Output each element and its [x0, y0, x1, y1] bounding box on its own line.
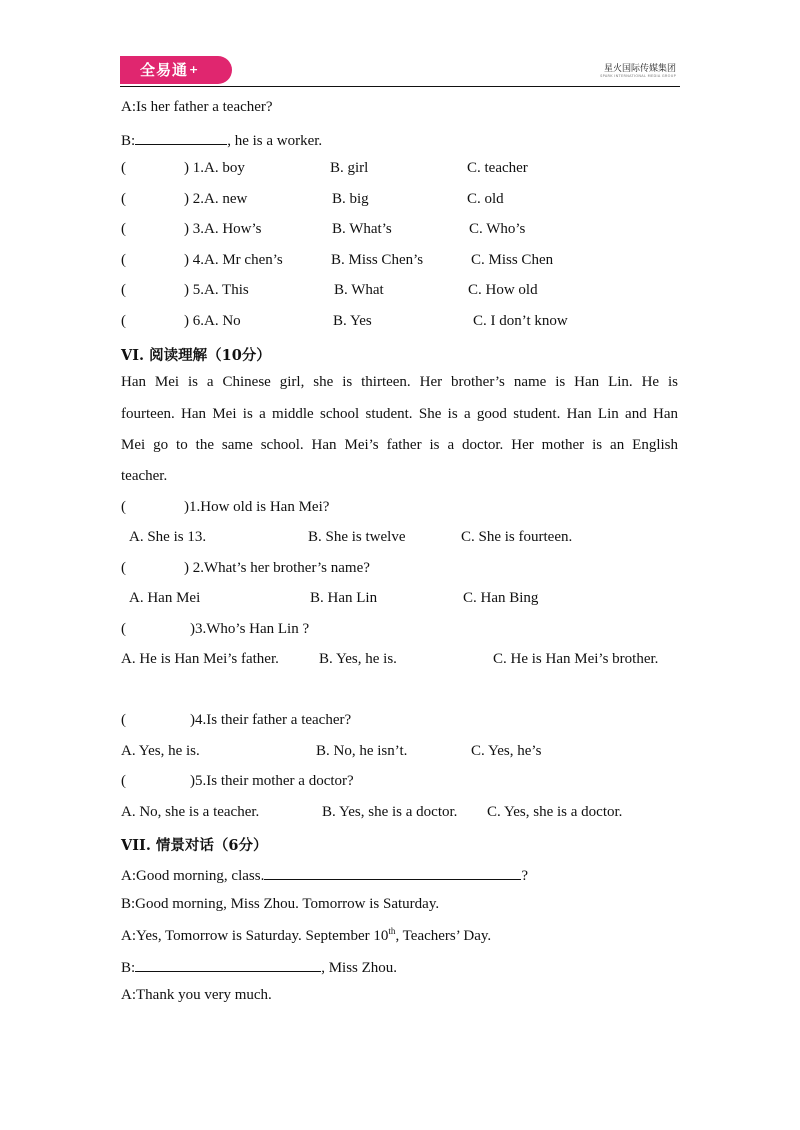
dialogue-line-5: A:Thank you very much. [121, 987, 272, 1003]
question-text: )5.Is their mother a doctor? [190, 773, 354, 789]
option-b: B. She is twelve [308, 529, 406, 545]
answer-paren[interactable]: ( [121, 160, 126, 176]
answer-paren[interactable]: ( [121, 712, 126, 728]
answer-blank[interactable] [135, 957, 321, 972]
choice-b: B. What’s [332, 221, 392, 237]
answer-paren[interactable]: ( [121, 499, 126, 515]
answer-paren[interactable]: ( [121, 773, 126, 789]
logo-text: 全易通 [140, 61, 189, 79]
choice-b: B. Miss Chen’s [331, 252, 424, 268]
answer-blank[interactable] [264, 865, 521, 880]
page-header [120, 56, 680, 86]
choice-a: ) 1.A. boy [184, 160, 245, 176]
option-b: B. Yes, he is. [319, 651, 397, 667]
answer-paren[interactable]: ( [121, 252, 126, 268]
option-c: C. He is Han Mei’s brother. [493, 651, 659, 667]
dialogue-3-prefix: A:Yes, Tomorrow is Saturday. September 10 [121, 928, 389, 944]
choice-c: C. Who’s [469, 221, 526, 237]
option-b: B. Han Lin [310, 590, 378, 606]
option-c: C. Yes, she is a doctor. [487, 804, 623, 820]
publisher-cn: 星火国际传媒集团 [603, 64, 676, 74]
publisher [600, 61, 676, 78]
answer-paren[interactable]: ( [121, 621, 126, 637]
publisher-en: SPARK INTERNATIONAL MEDIA GROUP [600, 74, 676, 78]
option-a: A. He is Han Mei’s father. [121, 651, 279, 667]
choice-b: B. What [334, 282, 384, 298]
dialogue-line-1 [121, 865, 528, 885]
choice-a: ) 4.A. Mr chen’s [184, 252, 283, 268]
header-rule [120, 86, 680, 87]
choice-a: ) 3.A. How’s [184, 221, 262, 237]
dialogue-1-prefix: A:Good morning, class. [121, 868, 265, 884]
option-a: A. Han Mei [129, 590, 201, 606]
question-text: )4.Is their father a teacher? [190, 712, 352, 728]
choice-c: C. How old [468, 282, 538, 298]
passage-line: Han Mei is a Chinese girl, she is thirteen. Her brother’s name is Han Lin. He is [121, 374, 678, 390]
logo-plus: + [189, 63, 200, 76]
dialog1-line-a: A:Is her father a teacher? [121, 99, 273, 115]
dialogue-4-suffix: , Miss Zhou. [321, 960, 398, 976]
dialogue-3-sup: th [388, 926, 396, 936]
choice-c: C. teacher [467, 160, 528, 176]
answer-paren[interactable]: ( [121, 560, 126, 576]
option-a: A. She is 13. [129, 529, 207, 545]
choice-c: C. I don’t know [473, 313, 568, 329]
option-a: A. No, she is a teacher. [121, 804, 260, 820]
choice-c: C. Miss Chen [471, 252, 554, 268]
dialogue-3-suffix: , Teachers’ Day. [395, 928, 492, 944]
dialogue-line-2: B:Good morning, Miss Zhou. Tomorrow is Saturday. [121, 896, 440, 912]
dialog1-b-prefix: B: [121, 133, 136, 149]
dialogue-line-4 [121, 957, 397, 977]
question-text: )1.How old is Han Mei? [184, 499, 330, 515]
section-title-dialogue: VII. 情景对话（6分） [121, 837, 268, 854]
option-c: C. Han Bing [463, 590, 539, 606]
option-b: B. No, he isn’t. [316, 743, 408, 759]
choice-a: ) 6.A. No [184, 313, 241, 329]
choice-a: ) 5.A. This [184, 282, 249, 298]
answer-paren[interactable]: ( [121, 221, 126, 237]
choice-b: B. girl [330, 160, 369, 176]
choice-b: B. big [332, 191, 369, 207]
option-b: B. Yes, she is a doctor. [322, 804, 458, 820]
answer-paren[interactable]: ( [121, 313, 126, 329]
section-title-reading: VI. 阅读理解（10分） [121, 347, 271, 364]
option-c: C. She is fourteen. [461, 529, 573, 545]
brand-logo [120, 56, 232, 84]
dialog1-b-suffix: , he is a worker. [227, 133, 323, 149]
passage-line: fourteen. Han Mei is a middle school student. She is a good student. Han Lin and Han [121, 406, 678, 422]
dialogue-line-3 [121, 926, 491, 945]
option-a: A. Yes, he is. [121, 743, 200, 759]
answer-blank[interactable] [135, 130, 227, 145]
option-c: C. Yes, he’s [471, 743, 542, 759]
passage-line: teacher. [121, 468, 168, 484]
choice-b: B. Yes [333, 313, 372, 329]
dialogue-4-prefix: B: [121, 960, 136, 976]
choice-c: C. old [467, 191, 504, 207]
question-text: )3.Who’s Han Lin ? [190, 621, 310, 637]
choice-a: ) 2.A. new [184, 191, 248, 207]
dialog1-line-b [121, 130, 322, 150]
dialogue-1-suffix: ? [521, 868, 528, 884]
answer-paren[interactable]: ( [121, 191, 126, 207]
answer-paren[interactable]: ( [121, 282, 126, 298]
question-text: ) 2.What’s her brother’s name? [184, 560, 370, 576]
passage-line: Mei go to the same school. Han Mei’s father is a doctor. Her mother is an English [121, 437, 678, 453]
